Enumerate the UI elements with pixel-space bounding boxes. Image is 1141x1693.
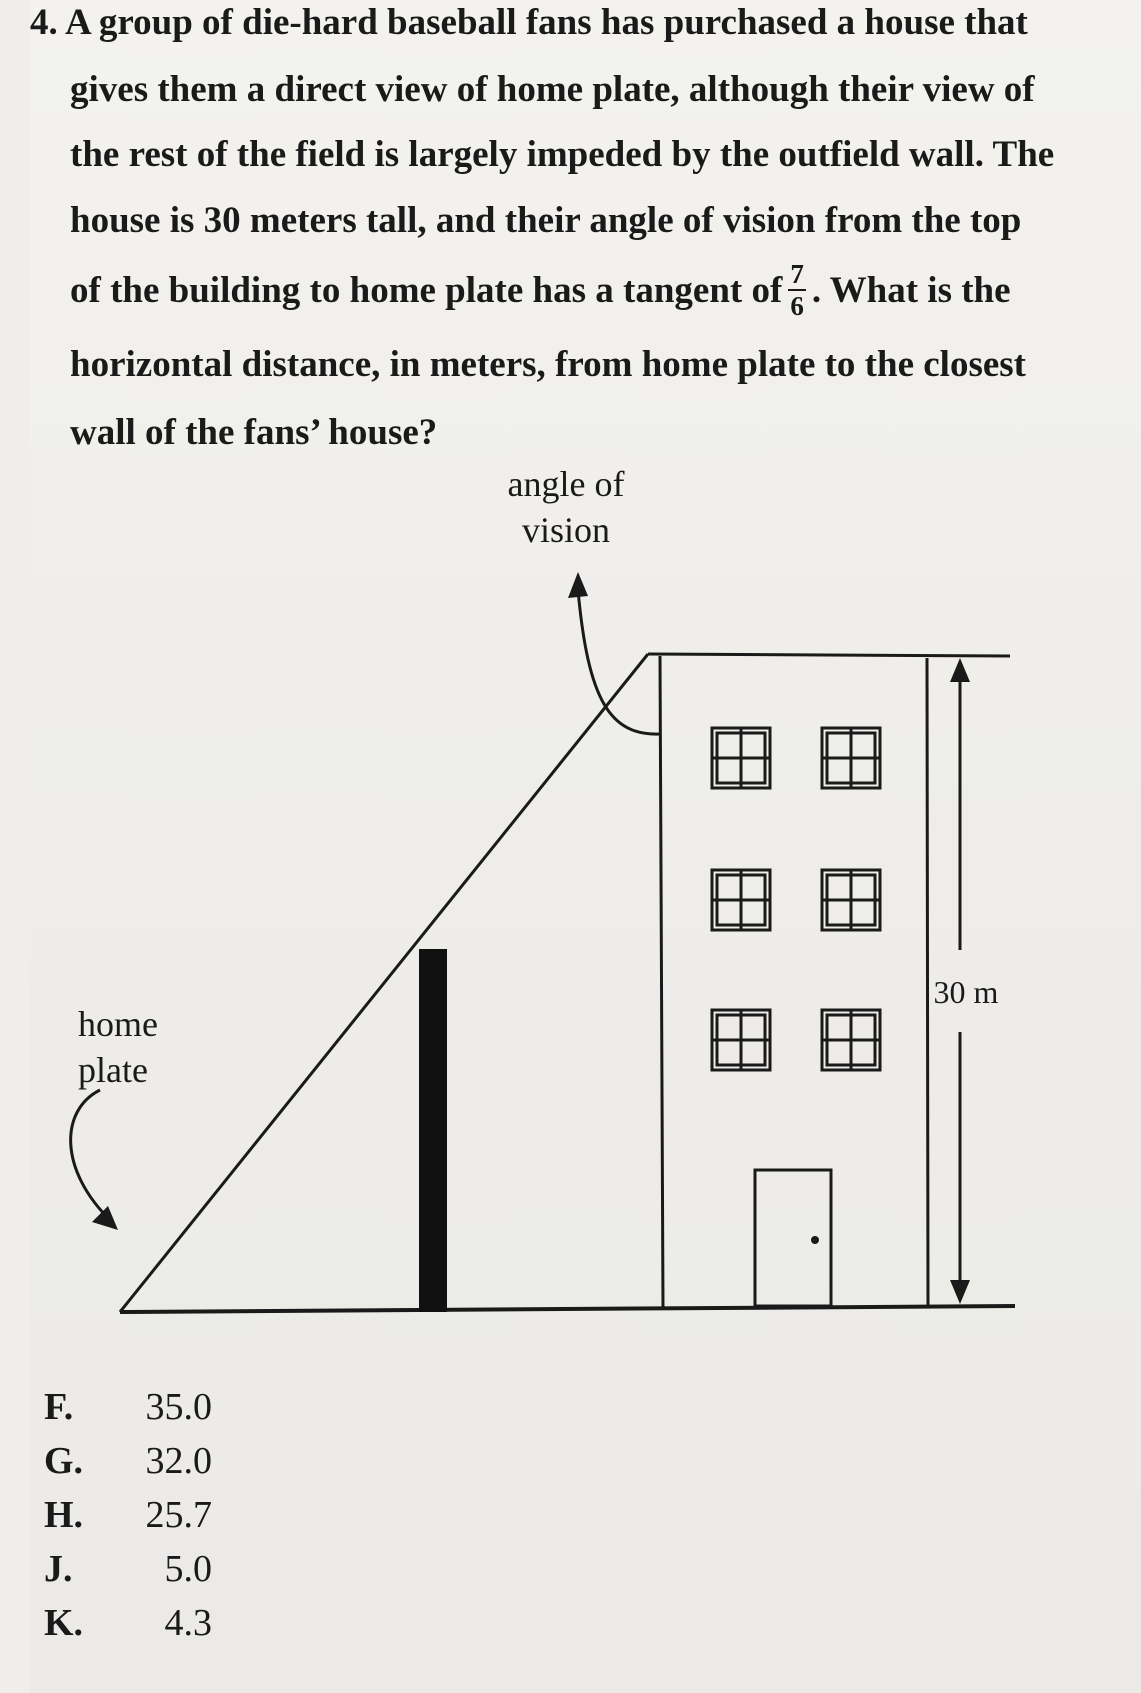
home-plate-arrow-head — [92, 1206, 118, 1230]
window — [712, 870, 770, 930]
window — [822, 870, 880, 930]
diagram — [30, 470, 1040, 1350]
answer-choice-g[interactable] — [44, 1434, 212, 1488]
question-line-text: A group of die-hard baseball fans has purchased a house that — [64, 2, 1028, 43]
door-knob — [811, 1236, 819, 1244]
answer-choice-h[interactable] — [44, 1488, 212, 1542]
answer-letter: F. — [44, 1386, 74, 1428]
angle-arc — [578, 590, 660, 734]
height-label: 30 m — [933, 974, 999, 1010]
question-line-5 — [70, 256, 1011, 326]
question-line-4: house is 30 meters tall, and their angle of vision from the top — [70, 200, 1022, 241]
answer-choice-j[interactable] — [44, 1542, 212, 1596]
fraction-denominator: 6 — [790, 290, 804, 321]
window — [822, 1010, 880, 1070]
dimension-arrow-down — [950, 1280, 970, 1304]
line-of-sight — [120, 654, 648, 1312]
home-label-line-2: plate — [78, 1050, 148, 1090]
building-right-wall — [927, 658, 928, 1308]
windows — [712, 728, 880, 1070]
answer-letter: J. — [44, 1548, 73, 1590]
door — [755, 1170, 831, 1306]
angle-label-line-1: angle of — [507, 470, 625, 504]
dimension-arrow-up — [950, 658, 970, 682]
fraction-numerator: 7 — [790, 258, 804, 289]
question-line-2: gives them a direct view of home plate, although their view of — [70, 69, 1035, 110]
question-line-1 — [30, 0, 1028, 58]
roof-line — [648, 654, 1010, 656]
question-number: 4. — [30, 2, 58, 43]
answer-letter: K. — [44, 1602, 84, 1644]
tangent-fraction — [788, 259, 806, 321]
question-line-text: of the building to home plate has a tangent of — [70, 270, 783, 311]
angle-label-line-2: vision — [521, 510, 611, 550]
answer-letter: G. — [44, 1440, 84, 1482]
answer-value: 25.7 — [145, 1494, 212, 1536]
building-left-wall — [660, 656, 663, 1308]
outfield-wall — [419, 949, 447, 1312]
answer-choice-f[interactable] — [44, 1380, 212, 1434]
angle-arrow-head — [568, 572, 588, 598]
home-plate-arrow — [71, 1090, 112, 1222]
window — [822, 728, 880, 788]
answer-value: 32.0 — [145, 1440, 212, 1482]
question-line-7: wall of the fans’ house? — [70, 412, 438, 453]
question-line-3: the rest of the field is largely impeded by the outfield wall. The — [70, 134, 1055, 175]
window — [712, 1010, 770, 1070]
answer-choices — [44, 1380, 212, 1650]
answer-value: 5.0 — [164, 1548, 212, 1590]
ground-line — [120, 1306, 1015, 1312]
answer-choice-k[interactable] — [44, 1596, 212, 1650]
question-line-6: horizontal distance, in meters, from home plate to the closest — [70, 344, 1027, 385]
question-line-text: . What is the — [811, 270, 1011, 311]
answer-value: 35.0 — [145, 1386, 212, 1428]
window — [712, 728, 770, 788]
home-label-line-1: home — [78, 1004, 158, 1044]
answer-letter: H. — [44, 1494, 84, 1536]
answer-value: 4.3 — [164, 1602, 212, 1644]
